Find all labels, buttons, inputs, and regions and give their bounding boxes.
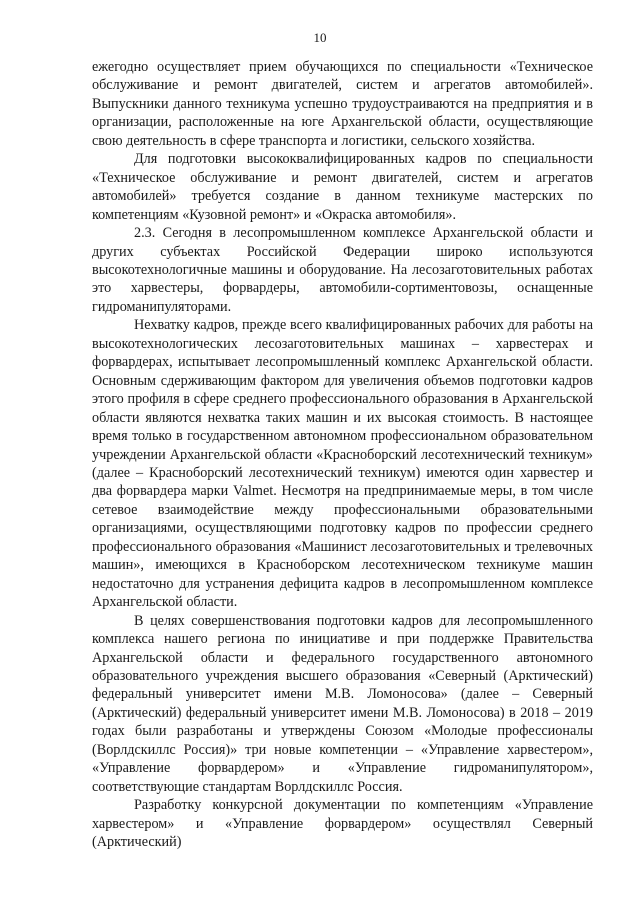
paragraph-competencies: В целях совершенствования подготовки кадров для лесопромышленного комплекса нашего региона по инициативе и при поддержке Правительства Архангельской области и федерального государственного автономного образовательного учреждения высшего образования «Северный (Арктический) федеральный университет имени М.В. Ломоносова» (далее – Северный (Арктический) федеральный университет имени М.В. Ломоносова) в 2018 – 2019 годах были разработаны и утверждены Союзом «Молодые профессионалы (Ворлдскиллс Россия)» три новые компетенции – «Управление харвестером», «Управление форвардером» и «Управление гидроманипулятором», соответствующие стандартам Ворлдскиллс Россия. [92,612,593,795]
paragraph-staff-shortage: Нехватку кадров, прежде всего квалифицированных рабочих для работы на высокотехнологических лесозаготовительных машинах – харвестерах и форвардерах, испытывает лесопромышленный комплекс Архангельской области. Основным сдерживающим фактором для увеличения объемов подготовки кадров этого профиля в сфере среднего профессионального образования в Архангельской области являются нехватка таких машин и их высокая стоимость. В настоящее время только в государственном автономном профессиональном образовательном учреждении Архангельской области «Красноборский лесотехнический техникум» (далее – Красноборский лесотехнический техникум) имеются один харвестер и два форвардера марки Valmet. Несмотря на предпринимаемые меры, в том числе сетевое взаимодействие между профессиональными образовательными организациями, осуществляющими подготовку кадров по профессии среднего профессионального образования «Машинист лесозаготовительных и трелевочных машин», имеющихся в Красноборском лесотехническом техникуме машин недостаточно для устранения дефицита кадров в лесопромышленном комплексе Архангельской области. [92,317,593,611]
paragraph-documentation: Разработку конкурсной документации по компетенциям «Управление харвестером» и «Управление форвардером» осуществлял Северный (Арктический) [92,797,593,851]
paragraph-section-2-3: 2.3. Сегодня в лесопромышленном комплексе Архангельской области и других субъектах Российской Федерации широко используются высокотехнологичные машины и оборудование. На лесозаготовительных работах это харвестеры, форвардеры, автомобили-сортиментовозы, оснащенные гидроманипуляторами. [92,225,593,315]
paragraph-specialists-training: Для подготовки высококвалифицированных кадров по специальности «Техническое обслуживание и ремонт двигателей, систем и агрегатов автомобилей» требуется создание в данном техникуме мастерских по компетенциям «Кузовной ремонт» и «Окраска автомобиля». [92,151,593,223]
paragraph-continuation: ежегодно осуществляет прием обучающихся по специальности «Техническое обслуживание и ремонт двигателей, систем и агрегатов автомобилей». Выпускники данного техникума успешно трудоустраиваются на предприятия и в организации, расположенные на юге Архангельской области, осуществляющие свою деятельность в сфере транспорта и логистики, сельского хозяйства. [92,59,593,149]
page-number: 10 [313,30,327,45]
document-body [92,58,593,851]
